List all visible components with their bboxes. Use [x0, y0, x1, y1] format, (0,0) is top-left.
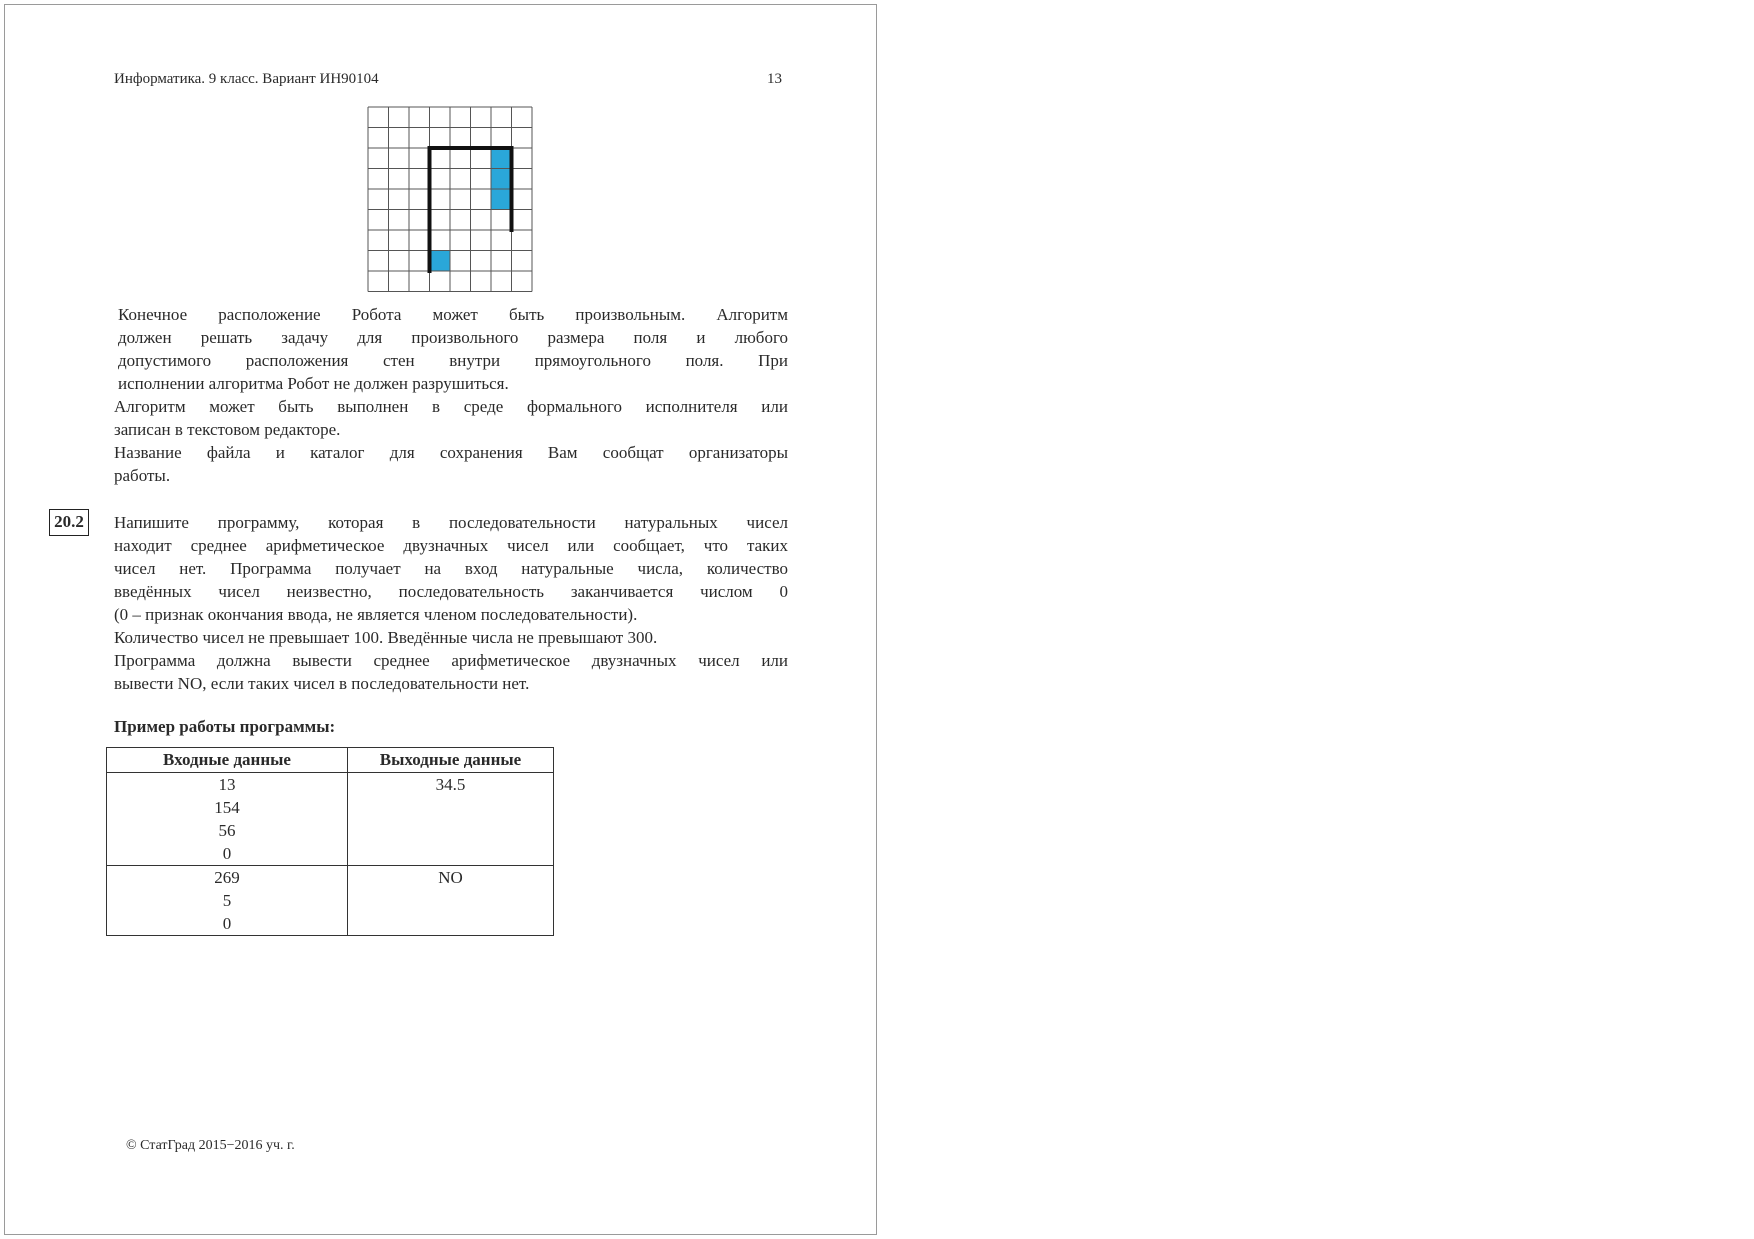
example-table: [106, 747, 554, 936]
output-value: NO: [438, 868, 463, 887]
input-cell: [107, 866, 348, 936]
text-line: допустимого расположения стен внутри прямоугольного поля. При: [118, 351, 788, 370]
table-row: [107, 866, 554, 936]
paragraph-file-name: [114, 441, 788, 487]
text-line: должен решать задачу для произвольного размера поля и любого: [118, 328, 788, 347]
text-line: Количество чисел не превышает 100. Введённые числа не превышают 300.: [114, 628, 658, 647]
page-header-title: Информатика. 9 класс. Вариант ИН90104: [114, 71, 379, 87]
text-line: вывести NO, если таких чисел в последовательности нет.: [114, 674, 530, 693]
text-line: записан в текстовом редакторе.: [114, 420, 341, 439]
paragraph-environment: [114, 395, 788, 441]
input-value: 5: [222, 891, 232, 910]
text-line: Напишите программу, которая в последовательности натуральных чисел: [114, 513, 788, 532]
filled-cell: [430, 251, 451, 272]
text-line: Программа должна вывести среднее арифметическое двузначных чисел или: [114, 651, 788, 670]
column-header-output: Выходные данные: [348, 748, 554, 773]
output-cell: [348, 866, 554, 936]
input-value: 56: [218, 821, 236, 840]
task-number-box: 20.2: [49, 509, 89, 536]
copyright-footer: © СтатГрад 2015−2016 уч. г.: [126, 1138, 295, 1153]
table-header-row: [107, 748, 554, 773]
text-line: находит среднее арифметическое двузначных чисел или сообщает, что таких: [114, 536, 788, 555]
filled-cell: [491, 148, 512, 169]
input-value: 269: [214, 868, 240, 887]
output-cell: [348, 773, 554, 866]
table-row: [107, 773, 554, 866]
column-header-input: Входные данные: [107, 748, 348, 773]
robot-grid-figure: [367, 106, 539, 294]
text-line: чисел нет. Программа получает на вход натуральные числа, количество: [114, 559, 788, 578]
output-value: 34.5: [435, 775, 466, 794]
text-line: Алгоритм может быть выполнен в среде формального исполнителя или: [114, 397, 788, 416]
text-line: работы.: [114, 466, 171, 485]
filled-cell: [491, 189, 512, 210]
paragraph-final-position: [118, 303, 788, 395]
document-page: [4, 4, 877, 1235]
text-line: (0 – признак окончания ввода, не является членом последовательности).: [114, 605, 638, 624]
text-line: Название файла и каталог для сохранения Вам сообщат организаторы: [114, 443, 788, 462]
text-line: введённых чисел неизвестно, последовательность заканчивается числом 0: [114, 582, 788, 601]
filled-cell: [491, 169, 512, 190]
page-number: 13: [767, 71, 782, 87]
input-value: 0: [222, 844, 232, 863]
task-text: [114, 511, 788, 695]
input-value: 154: [214, 798, 240, 817]
input-cell: [107, 773, 348, 866]
text-line: исполнении алгоритма Робот не должен разрушиться.: [118, 374, 509, 393]
example-title: Пример работы программы:: [114, 717, 336, 736]
text-line: Конечное расположение Робота может быть произвольным. Алгоритм: [118, 305, 788, 324]
input-value: 13: [218, 775, 236, 794]
input-value: 0: [222, 914, 232, 933]
